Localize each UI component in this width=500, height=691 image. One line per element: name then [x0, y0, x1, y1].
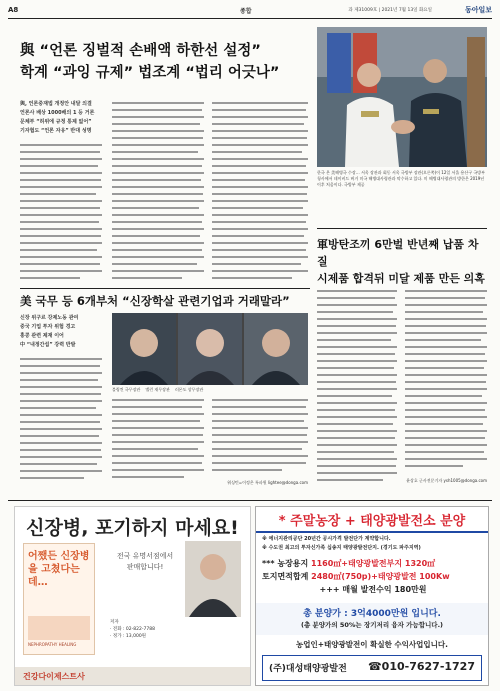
- lede-line: 신장 위구르 강제노동 관여: [20, 315, 79, 321]
- lede-line: 언론사 배상 1000배의 1 등 거론: [20, 110, 95, 116]
- solar-ad-details: [262, 557, 484, 596]
- lede-line: 중국 기업 투자 위험 경고: [20, 324, 76, 330]
- text-lines-graphic: [317, 288, 397, 484]
- officials-photos: [112, 313, 308, 385]
- book-cover-title: 어쨌든 신장병을 고쳤다는데…: [28, 551, 90, 588]
- author-label: 저자: [110, 620, 119, 625]
- officials-caption: 블링컨 국무장관 옐런 재무장관 러몬도 상무장관: [112, 387, 204, 392]
- officials-photos-graphic: [112, 313, 308, 385]
- photo-caption: [317, 170, 487, 210]
- price-box: [256, 603, 488, 635]
- company-name: (주)대성태양광발전: [269, 664, 347, 674]
- kidney-book-ad[interactable]: [14, 506, 251, 686]
- kidney-ad-info: [110, 619, 240, 640]
- text-lines-graphic: [405, 288, 487, 476]
- top-story-body-col1: [20, 142, 102, 284]
- mid-story-rule: [20, 288, 310, 289]
- publisher-name: 건강다이제스트사: [23, 672, 85, 681]
- land-value: 2480㎡(750p)+태양광발전 100Kw: [311, 572, 450, 581]
- subtitle-line2: 판매합니다!: [126, 563, 164, 571]
- monthly-income: +++ 매월 발전수익 180만원: [319, 585, 427, 594]
- text-lines-graphic: [212, 397, 308, 477]
- top-story-body-col3: [212, 100, 308, 284]
- right-story-body-col1: [317, 288, 397, 484]
- text-lines-graphic: [20, 356, 102, 486]
- solar-note-2: ※ 수도권 최고의 투자신가족 십송지 태양광발전단지. (경기도 파주지역): [262, 545, 421, 551]
- right-story-rule: [317, 228, 487, 229]
- author-photo-graphic: [185, 541, 241, 617]
- land-label: 토지면적합계: [262, 572, 309, 581]
- solar-ad-banner: [256, 507, 488, 533]
- contact-box[interactable]: [262, 655, 482, 681]
- mid-story-headline: 美 국무 등 6개부처 “신장학살 관련기업과 거래말라”: [20, 294, 290, 308]
- text-lines-graphic: [20, 142, 102, 284]
- section-label: 종합: [240, 8, 252, 15]
- subtitle-line1: 전국 유명서점에서: [116, 552, 174, 560]
- ad-section-rule: [8, 500, 492, 501]
- mid-story-byline: 워싱턴=이정은 특파원 lightee@donga.com: [227, 480, 308, 485]
- solar-ad-banner-text: * 주말농장 + 태양광발전소 분양: [278, 514, 466, 529]
- right-headline-line2: 시제품 합격뒤 미달 제품 만든 의혹: [317, 272, 485, 285]
- book-cover: [23, 543, 95, 655]
- solar-ad-notes: [262, 535, 482, 553]
- top-story-lede: [20, 100, 98, 136]
- date-line: 과 제31009호 | 2021년 7월 13일 화요일: [348, 8, 432, 13]
- farm-total-value: 1160㎡+태양광발전부지 1320㎡: [311, 559, 436, 568]
- right-story-body-col2: [405, 288, 487, 476]
- solar-note-1: ※ 에너지관리공단 20년간 공시가격 발전단가 계약합니다.: [262, 536, 391, 542]
- phone-number[interactable]: ☎010-7627-1727: [367, 660, 475, 673]
- right-story-byline: 윤상호 군사전문기자 ysh1005@donga.com: [406, 478, 487, 483]
- top-story-body-col2: [112, 100, 204, 284]
- kidney-ad-subtitle: [110, 551, 180, 573]
- lede-line: 기자협도 “언론 자유” 반대 성명: [20, 128, 92, 134]
- total-price: 총 분양가 : 3억4000만원 입니다.: [303, 609, 441, 619]
- solar-slogan: 농업인+태양광발전이 확실한 수익사업입니다.: [295, 640, 448, 649]
- handshake-photo: [317, 27, 487, 167]
- author-photo: [185, 541, 241, 617]
- lede-line: 與, 언론중재법 개정안 내달 의결: [20, 101, 92, 107]
- text-lines-graphic: [212, 100, 308, 284]
- photo-caption-text: 한국 온 美해병국 수장… 서욱 장관과 회동 서욱 국방부 장관(오른쪽)이 12일 서울 용산구 국방부 청사에서 데이비드 버거 미국 해병대사령관과 악수하고 있다. 미 해병대사령관의 방한은 2019년 이후 처음이다.: [317, 170, 485, 187]
- paper-logo: 동아일보: [464, 6, 492, 14]
- lede-line: 홍콩 관련 제재 이어: [20, 333, 64, 339]
- publisher-bar: [15, 667, 250, 685]
- lede-line: 中 “내정간섭” 강력 반발: [20, 342, 76, 348]
- mid-story-body-col1: [20, 356, 102, 486]
- mid-story-body-col2: [112, 397, 204, 485]
- lede-line: 문체부 “허위에 규정 통제 없어”: [20, 119, 92, 125]
- text-lines-graphic: [112, 397, 204, 485]
- right-story-headline: [317, 236, 487, 287]
- header-rule: [8, 18, 492, 19]
- farm-total-label: *** 농장용지: [262, 559, 309, 568]
- kidney-ad-title: 신장병, 포기하지 마세요!: [26, 517, 239, 539]
- solar-farm-ad[interactable]: [255, 506, 489, 686]
- mid-story-lede: [20, 314, 102, 350]
- top-headline-line2: 학계 “과잉 규제” 법조계 “법리 어긋나”: [20, 65, 280, 81]
- top-story-headline: [20, 40, 310, 84]
- mid-story-body-col3: [212, 397, 308, 477]
- price-line: · 정가 : 13,000원: [110, 634, 147, 639]
- contact-line: · 전화 : 02-822-7788: [110, 627, 155, 632]
- right-headline-line1: 軍방탄조끼 6만벌 반년째 납품 차질: [317, 238, 479, 268]
- loan-guarantee: (총 분양가의 50%는 장기저리 융자 가능합니다.): [300, 621, 444, 629]
- book-cover-illustration: [28, 616, 90, 640]
- text-lines-graphic: [112, 100, 204, 284]
- top-headline-line1: 與 “언론 징벌적 손배액 하한선 설정”: [20, 43, 261, 59]
- book-cover-en: NEPHROPATHY HEALING: [28, 642, 77, 647]
- handshake-photo-graphic: [317, 27, 487, 167]
- page-number: A8: [8, 6, 19, 14]
- page-header: [8, 4, 492, 18]
- photo-credit: 국방부 제공: [344, 182, 365, 187]
